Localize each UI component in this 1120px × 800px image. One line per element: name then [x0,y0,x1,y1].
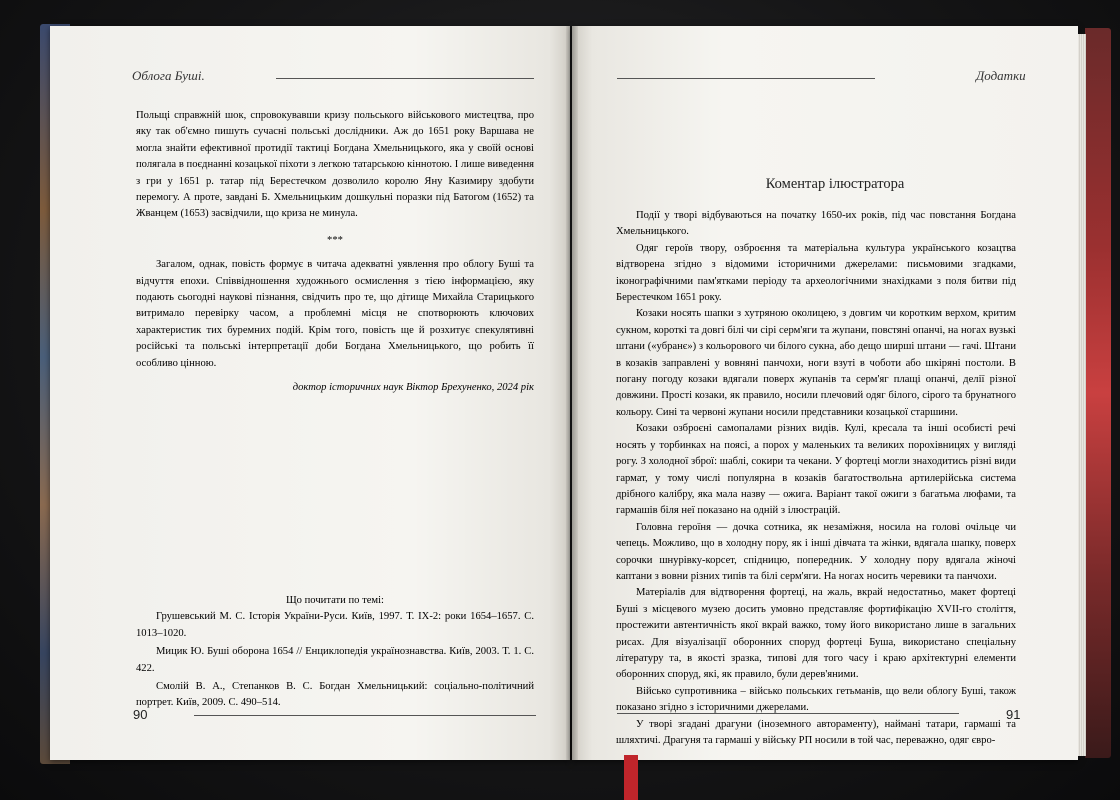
right-header-rule [617,78,875,79]
right-page-number: 91 [1006,707,1021,722]
right-paragraph: Козаки носять шапки з хутряною околицею, з довгим чи коротким верхом, критим сукном, короткі та довгі білі чи сірі серм'яги та жупани, повстяні опанчі, на ногах вузькі штани («убранє») з кольорового чи білого сукна, або дещо ширші штани — гачі. Штани в козаків заправлені у вовняні панчохи, ноги взуті в чоботи або шкіряні постоли. В погану погоду козаки вдягали поверх жупанів та серм'яг плащі опанчі, делії різної довжини. Прості козаки, як правило, носили плечовий одяг білого, сірого та брунатного кольору. Сині та червоні жупани носили представники козацької старшини. [616,308,1016,418]
book-cover-right-edge [1085,28,1111,758]
reference-item: Смолій В. А., Степанков В. С. Богдан Хмельницький: соціально-політичний портрет. Київ, 2009. С. 490–514. [136,681,534,709]
right-page-body [616,208,1016,749]
left-footer-rule [194,715,536,716]
left-header-rule [276,78,534,79]
right-paragraph: Військо супротивника – військо польських гетьманів, що вели облогу Буші, також показано згідно з історичними джерелами. [616,685,1016,714]
right-footer-rule [617,713,959,714]
left-running-head: Облога Буші. [132,68,205,83]
book-spine-shadow [566,26,578,760]
page-edge-stack [1078,34,1086,756]
right-running-head: Додатки [976,68,1026,83]
section-separator: *** [327,234,343,246]
right-paragraph: У творі згадані драгуни (іноземного автораменту), наймані татари, гармаші та шляхтичі. Драгуня та гармаші у війську РП носили в той час, переважно, одяг євро- [616,718,1016,746]
left-paragraph: Загалом, однак, повість формує в читача адекватні уявлення про облогу Буші та відчуття епохи. Співвідношення художнього осмислення з тією інформацією, яку подають сьогодні наукові пізнання, свідчить про те, що дітище Михайла Старицького витримало перевірку часом, а проблемні місця не спотворюють ключових характеристик тих буремних подій. Крім того, повість ще й розхитує спекулятивні російські та польські інтерпретації доби Богдана Хмельницького, що робить її особливо цінною. [136,259,534,369]
left-page-number: 90 [133,707,148,722]
reference-item: Грушевський М. С. Історія України-Руси. Київ, 1997. Т. IX-2: роки 1654–1657. С. 1013–1020. [136,611,534,639]
bookmark-ribbon [624,755,638,800]
left-page-body [136,108,534,397]
section-title: Коментар ілюстратора [765,176,905,192]
reference-item: Мицик Ю. Буші оборона 1654 // Енциклопедія українознавства. Київ, 2003. Т. 1. С. 422. [136,646,534,674]
right-paragraph: Події у творі відбуваються на початку 1650-их років, під час повстання Богдана Хмельницького. [616,210,1016,238]
author-signature: доктор історичних наук Віктор Брехуненко, 2024 рік [292,382,534,394]
left-paragraph: Польщі справжній шок, спровокувавши кризу польського військового мистецтва, про яку так об'ємно пишуть сучасні польські дослідники. Аж до 1651 року Варшава не могла знайти ефективної протидії тактиці Богдана Хмельницького, яка у своїй основі полягала в поєднанні козацької піхоти з легкою татарською кіннотою. І лише виведення з гри у 1651 р. татар під Берестечком дозволило королю Яну Казимиру здобути перемогу. А проте, завдані Б. Хмельницьким дошкульні поразки під Батогом (1652) та Жванцем (1653) засвідчили, що криза не минула. [136,110,534,220]
right-paragraph: Одяг героїв твору, озброєння та матеріальна культура українського козацтва відтворена згідно з відомими історичними джерелами: письмовими згадками, іконографічними пам'ятками періоду та археологічними знахідками з поля битви під Берестечком 1651 року. [616,242,1016,304]
right-paragraph: Головна героїня — дочка сотника, як незаміжня, носила на голові очільце чи чепець. Можливо, що в холодну пору, як і інші дівчата та жінки, вдягала шапку, поверх сорочки шнурівку-корсет, спідницю, попередник. У холодну пору вдягала жіночі каптани з вовни різних типів та білі серм'яги. На ногах носить черевики та панчохи. [616,521,1016,582]
reading-list [136,593,534,714]
right-paragraph: Матеріалів для відтворення фортеці, на жаль, вкрай недостатньо, макет фортеці Буші з місцевого музею досить умовно представляє фортифікацію XVII-го століття, простежити автентичність якої вкрай важко, тому його використано лише в загальних рисах. Для візуалізації оборонних споруд фортеці Буша, використано спеціальну літературу та, в якості зразка, типові для того часу і краю архітектурні елементи оборонних споруд, які, як правило, були дерев'яними. [616,587,1016,681]
right-paragraph: Козаки озброєні самопалами різних видів. Кулі, кресала та інші особисті речі носять у торбинках на поясі, а порох у маленьких та великих порохівницях у вигляді рогу. З холодної зброї: шаблі, сокири та чекани. У фортеці могли знаходитись різні види гармат, у тому числі популярна в козаків багатоствольна артилерійська система дрібного калібру, яка мала назву — ожига. Варіант такої ожиги з багатьма люфами, та гармашів біля неї показано на одній з ілюстрацій. [616,423,1016,517]
reading-list-title: Що почитати по темі: [286,595,384,606]
